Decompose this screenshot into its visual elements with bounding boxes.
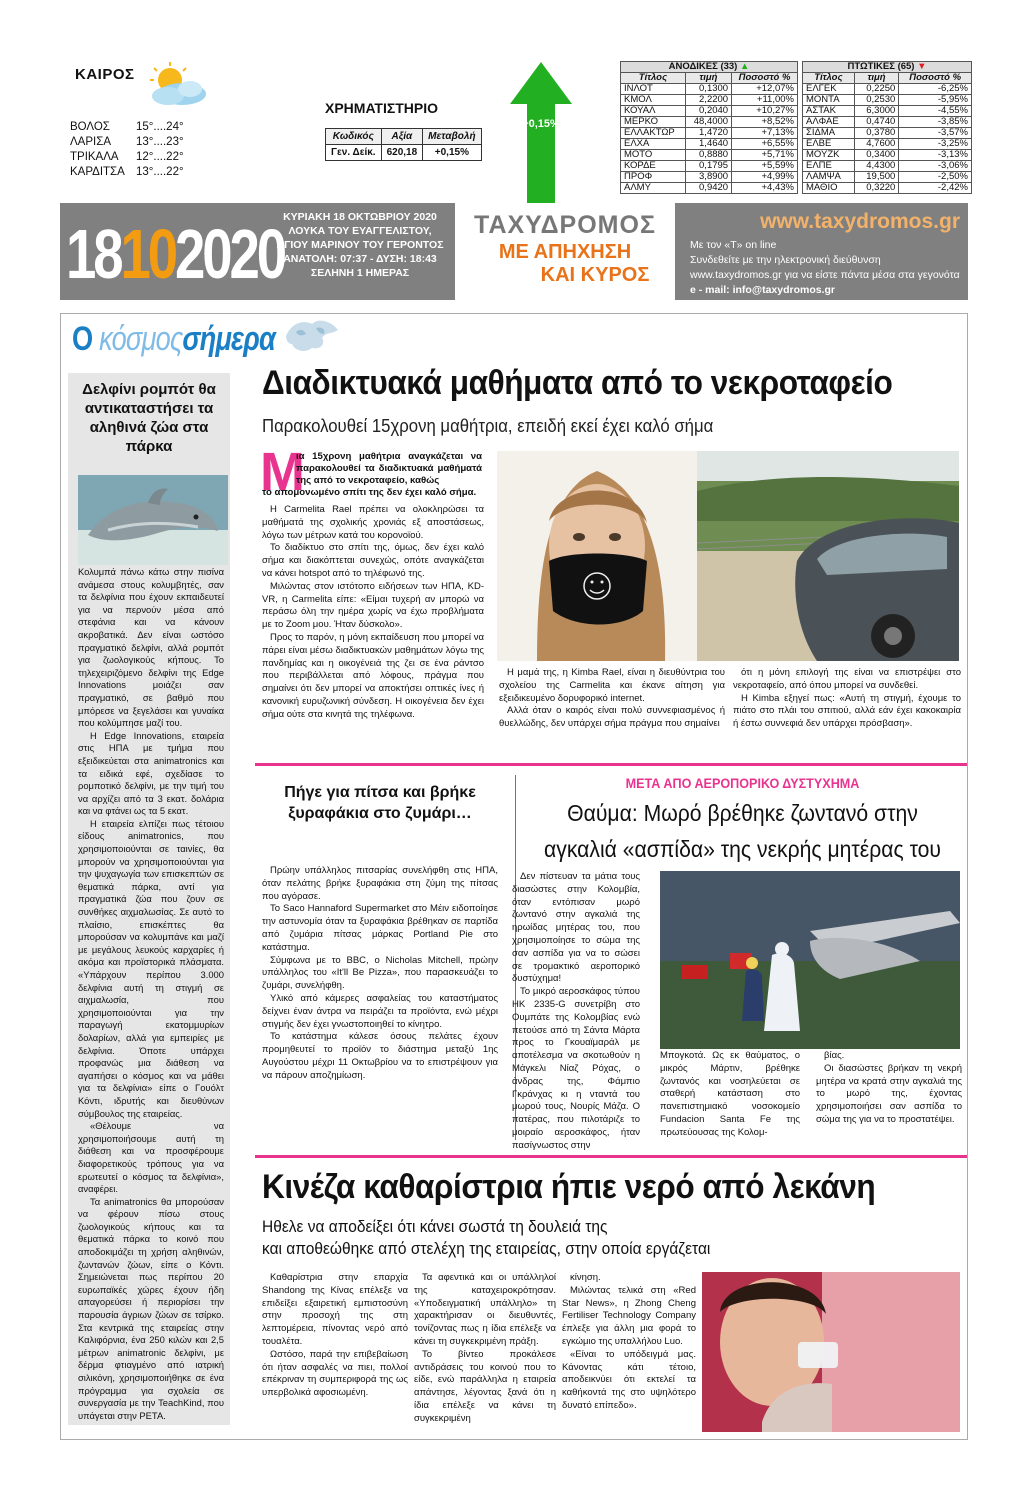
table-row bbox=[621, 95, 798, 106]
cleaner-subheadline: Ηθελε να αποδείξει ότι κάνει σωστά τη δουλειά της και αποθεώθηκε από στελέχη της εταιρείας, στην οποία εργάζεται bbox=[262, 1218, 711, 1258]
article-lead: το απομονωμένο σπίτι της δεν έχει καλό σήμα. bbox=[262, 487, 477, 498]
table-row bbox=[803, 172, 972, 183]
stock-change: +4,99% bbox=[732, 172, 798, 183]
stock-change: -3,13% bbox=[899, 150, 972, 161]
table-row bbox=[803, 150, 972, 161]
article-column: Η Carmelita Rael πρέπει να ολοκληρώσει τα μαθήματά της σχολικής χρονιάς εξ αποστάσεως, λόγω των μέτρων κατά του κορονοϊού. Το διαδίκτυο στο σπίτι της, όμως, δεν έχει καλό σήμα και διακόπτεται συνεχώς, οπότε αναγκάζεται να κάνει hotspot από το τηλέφωνό της. Μιλώντας στον ιστότοπο ειδήσεων των ΗΠΑ, KD-VR, η Carmelita είπε: «Είμαι τυχερή αν μπορώ να περάσω όλη την ημέρα χωρίς να έχω προβλήματα με το Zoom μου. Ήταν δύσκολο». Προς το παρόν, η μόνη εκπαίδευση που μπορεί να πάρει είναι μέσω διαδικτυακών μαθημάτων λόγω της πανδημίας και η οικογένειά της ζει σε ένα ράντσο που περιβάλλεται από λόφους, πράγμα που σημαίνει ότι δεν μπορεί να αποκτήσει οπτικές ίνες ή κανονική ευρυζωνική σύνδεση. Η οικογένεια δεν έχει σήμα ούτε στα κινητά της τηλέφωνα. bbox=[262, 504, 484, 720]
brand-tagline: ΜΕ ΑΠΗΧΗΣΗ bbox=[498, 241, 632, 263]
green-up-arrow-icon: ▲ bbox=[740, 61, 750, 72]
world-map-icon bbox=[282, 314, 342, 358]
stock-price: 1,4640 bbox=[685, 139, 731, 150]
weather-table bbox=[70, 120, 216, 180]
stock-change: +4,43% bbox=[732, 183, 798, 194]
section-header: Ο κόσμοςσήμερα bbox=[72, 320, 276, 358]
stock-change: +5,59% bbox=[732, 161, 798, 172]
article-column: ότι η μόνη επιλογή της είναι να επιστρέψει στο νεκροταφείο, από όπου μπορεί να συνδεθεί. Η Kimba εξηγεί πως: «Αυτή τη στιγμή, έχουμε το πιάτο στο πλάι του σπιτιού, αλλά εάν έχει κακοκαιρία ή έστω συννεφιά δεν υπάρχει πρόσβαση». bbox=[733, 667, 961, 730]
woman-drinking-photo bbox=[702, 1272, 960, 1432]
stock-symbol: ΑΛΦΑΕ bbox=[803, 117, 855, 128]
stock-change: -5,95% bbox=[899, 95, 972, 106]
stock-change: -4,55% bbox=[899, 106, 972, 117]
article-lead: ια 15χρονη μαθήτρια αναγκάζεται να παρακολουθεί τα διαδικτυακά μαθήματά της από το νεκροταφείο, καθώς bbox=[296, 451, 482, 486]
table-row bbox=[621, 139, 798, 150]
baby-headline: Θαύμα: Μωρό βρέθηκε ζωντανό στην αγκαλιά «ασπίδα» της νεκρής μητέρας του bbox=[544, 800, 941, 862]
stock-price: 0,3400 bbox=[854, 150, 899, 161]
baby-kicker: ΜΕΤΑ ΑΠΟ ΑΕΡΟΠΟΡΙΚΟ ΔΥΣΤΥΧΗΜΑ bbox=[625, 775, 860, 791]
stock-symbol: ΕΛΒΕ bbox=[803, 139, 855, 150]
stock-change: -3,25% bbox=[899, 139, 972, 150]
table-row bbox=[803, 106, 972, 117]
website-link[interactable]: www.taxydromos.gr bbox=[760, 210, 960, 233]
stock-change: +8,52% bbox=[732, 117, 798, 128]
stock-symbol: ΑΛΜΥ bbox=[621, 183, 686, 194]
article-column: Τα αφεντικά και οι υπάλληλοί της καταχειροκρότησαν. «Υποδειγματική υπάλληλο» τη χαρακτήρισαν οι διευθυντές, τονίζοντας πως η ίδια επέλεξε να κάνει τη συγκεκριμένη πράξη. Το βίντεο προκάλεσε αντιδράσεις του κοινού που το είδε, ενώ παράλληλα η εταιρεία απάντησε, λέγοντας ξανά ότι η ίδια επέλεξε να κάνει τη συγκεκριμένη bbox=[414, 1272, 556, 1424]
losers-table bbox=[802, 61, 972, 194]
dolphin-photo bbox=[78, 475, 228, 565]
stock-cell: Γεν. Δείκ. bbox=[326, 145, 382, 161]
stock-price: 0,3220 bbox=[854, 183, 899, 194]
stock-price: 0,1795 bbox=[685, 161, 731, 172]
table-header: τιμή bbox=[685, 73, 731, 84]
stock-symbol: ΚΜΟΛ bbox=[621, 95, 686, 106]
stock-price: 1,4720 bbox=[685, 128, 731, 139]
stock-price: 0,2250 bbox=[854, 84, 899, 95]
stock-change: +5,71% bbox=[732, 150, 798, 161]
drop-cap: Μ bbox=[260, 442, 305, 502]
banner-day-info: ΚΥΡΙΑΚΗ 18 ΟΚΤΩΒΡΙΟΥ 2020 ΛΟΥΚΑ ΤΟΥ ΕΥΑΓΓΕΛΙΣΤΟΥ, ΑΓΙΟΥ ΜΑΡΙΝΟΥ ΤΟΥ ΓΕΡΟΝΤΟΣ ΑΝΑΤΟΛΗ: 07:37 - ΔΥΣΗ: 18:43 ΣΕΛΗΝΗ 1 ΗΜΕΡΑΣ bbox=[276, 211, 444, 279]
stock-change: -6,25% bbox=[899, 84, 972, 95]
article-column: Καθαρίστρια στην επαρχία Shandong της Κίνας επέλεξε να επιδείξει εξαιρετική εμπιστοσύνη στην προσοχή της στη λεπτομέρεια, πίνοντας νερό από τουαλέτα. Ωστόσο, παρά την επιβεβαίωση ότι ήταν ασφαλές να πιει, πολλοί επέκριναν τη συμπεριφορά της ως υπερβολικά αφοσιωμένη. bbox=[262, 1272, 408, 1399]
sidebar-body: Κολυμπά πάνω κάτω στην πισίνα ανάμεσα στους κολυμβητές, σαν τα δελφίνια που έχουν εκπαιδευτεί για να περνούν μέσα από στεφάνια και να κάνουν ακροβατικά. Δεν είναι ωστόσο πραγματικό δελφίνι, αλλά ρομπότ για ζωολογικούς κήπους. Το τηλεχειριζόμενο δελφίνι της Edge Innovations μοιάζει σαν πραγματικό, σε βαθμό που μπόρεσε να ξεγελάσει και γυναίκα που κολύμπησε μαζί του. Η Edge Innovations, εταιρεία στις ΗΠΑ με τμήμα που εξειδικεύεται στα animatronics και τα ειδικά εφέ, σχεδίασε το ρομποτικό δελφίνι, με την τιμή του να αρχίζει από τα 3 εκατ. δολάρια και να φτάνει ως τα 5 εκατ. Η εταιρεία ελπίζει πως τέτοιου είδους animatronics, που χρησιμοποιούνται σε ταινίες, θα μπορούν να χρησιμοποιούνται για την ψυχαγωγία των επισκεπτών σε θεματικά πάρκα, αντί για πραγματικά ζώα που ζουν σε συνθήκες αιχμαλωσίας. Σε αυτό το πλαίσιο, επισκέπτες θα μπορούσαν να κολυμπάνε και μαζί με μεγάλους λευκούς καρχαρίες ή ακόμα και προϊστορικά πλάσματα. «Υπάρχουν περίπου 3.000 δελφίνια αυτή τη στιγμή σε αιχμαλωσία, που χρησιμοποιούνται για την παραγωγή εκατομμυρίων δολαρίων, αλλά για εμπειρίες με δελφίνια. Όποτε υπάρχει προφανώς μια διάθεση να αγαπήσει ο κόσμος και να μάθει για τα δελφίνια» είπε ο Γουόλτ Κόντι, ιδρυτής και διευθύνων σύμβουλος της εταιρείας. «Θέλουμε να χρησιμοποιήσουμε αυτή τη διάθεση και να προσφέρουμε διαφορετικούς τρόπους για να ερωτευτεί ο κόσμος τα δελφίνια», αναφέρει. Τα animatronics θα μπορούσαν να φέρουν πίσω στους ζωολογικούς κήπους και τα θεματικά πάρκα το κοινό που αποδοκιμάζει τη χρήση αληθινών, ζωντανών ζώων, είπε ο Κόντι. Σημειώνεται πως περίπου 20 ευρωπαϊκές χώρες έχουν ήδη απαγορεύσει ή περιορίσει την παρουσία άγριων ζώων σε τσίρκο. Στα κεντρικά της εταιρείας στην Καλιφόρνια, ένα 250 κιλών και 2,5 μέτρων animatronic δελφίνι, με δέρμα φτιαγμένο από ιατρική σιλικόνη, χρησιμοποιήθηκε σε ένα πρόγραμμα για σχολεία σε συνεργασία με την TeachKind, που υπάγεται στην PETA. bbox=[78, 566, 224, 1421]
table-header: τιμή bbox=[854, 73, 899, 84]
weather-city: ΛΑΡΙΣΑ bbox=[70, 136, 111, 148]
web-info: www.taxydromos.gr Με τον «Τ» on line Συνδεθείτε με την ηλεκτρονική διεύθυνση www.taxydromos.gr για να είστε πάντα μέσα στα γεγονότα e - mail: info@taxydromos.gr bbox=[690, 210, 960, 296]
stock-symbol: ΕΛΧΑ bbox=[621, 139, 686, 150]
stock-cell: +0,15% bbox=[423, 145, 481, 161]
stock-price: 4,7600 bbox=[854, 139, 899, 150]
stock-price: 4,4300 bbox=[854, 161, 899, 172]
article-subheadline: Παρακολουθεί 15χρονη μαθήτρια, επειδή εκεί έχει καλό σήμα bbox=[262, 416, 714, 436]
table-row bbox=[803, 139, 972, 150]
stock-price: 0,2040 bbox=[685, 106, 731, 117]
stock-change: -2,50% bbox=[899, 172, 972, 183]
stock-price: 6,3000 bbox=[854, 106, 899, 117]
stock-price: 48,4000 bbox=[685, 117, 731, 128]
stock-change: -3,06% bbox=[899, 161, 972, 172]
sidebar-title: Δελφίνι ρομπότ θα αντικαταστήσει τα αληθινά ζώα στα πάρκα bbox=[82, 381, 216, 455]
pizza-body: Πρώην υπάλληλος πιτσαρίας συνελήφθη στις ΗΠΑ, όταν πελάτης βρήκε ξυραφάκια στη ζύμη της πίτσας που αγόρασε. Το Saco Hannaford Supermarket στο Μέιν ειδοποίησε την αστυνομία όταν τα ξυραφάκια βρέθηκαν σε παρτίδα από ζυμάρια πίτσας μάρκας Portland Pie στο κατάστημα. Σύμφωνα με το BBC, ο Nicholas Mitchell, πρώην υπάλληλος του «It'll Be Pizza», που παρασκευάζει το ζυμάρι, συνελήφθη. Υλικό από κάμερες ασφαλείας του καταστήματος δείχνει έναν άντρα να πειράζει τα προϊόντα, ενώ μέχρι στιγμής δεν έχει γνωστοποιηθεί το κίνητρο. Το κατάστημα κάλεσε όσους πελάτες έχουν προμηθευτεί το προϊόν το διάστημα μεταξύ 1ης Αυγούστου μέχρι 11 Οκτωβρίου να το επιστρέψουν για να πάρουν αποζημίωση. bbox=[262, 865, 498, 1081]
weather-temp: 12°....22° bbox=[136, 151, 184, 163]
stock-header: Κωδικός bbox=[326, 129, 382, 145]
table-header: Ποσοστό % bbox=[732, 73, 798, 84]
stock-symbol: ΜΕΡΚΟ bbox=[621, 117, 686, 128]
stock-symbol: ΚΟΥΑΛ bbox=[621, 106, 686, 117]
stock-symbol: ΜΟΥΖΚ bbox=[803, 150, 855, 161]
table-row bbox=[621, 128, 798, 139]
table-row bbox=[621, 117, 798, 128]
stock-price: 2,2200 bbox=[685, 95, 731, 106]
stock-symbol: ΜΟΤΟ bbox=[621, 150, 686, 161]
stock-change: +7,13% bbox=[732, 128, 798, 139]
article-column: κίνηση. Μιλώντας τελικά στη «Red Star News», η Zhong Cheng Fertiliser Technology Company έπλεξε για άλλη μια φορά το εγκώμιο της υπαλλήλου Luo. «Είναι το υπόδειγμά μας. Κάνοντας κάτι τέτοιο, αποδεικνύει ότι εκτελεί τα καθήκοντά της στο υψηλότερο δυνατό επίπεδο». bbox=[562, 1272, 696, 1411]
section-divider bbox=[255, 1155, 967, 1158]
stock-index-table bbox=[325, 128, 482, 161]
stock-symbol: ΑΣΤΑΚ bbox=[803, 106, 855, 117]
table-header: Τίτλος bbox=[621, 73, 686, 84]
brand-name: ΤΑΧΥΔΡΟΜΟΣ bbox=[474, 211, 656, 239]
table-row bbox=[621, 172, 798, 183]
article-column: Μπογκοτά. Ως εκ θαύματος, ο μικρός Μάρτιν, βρέθηκε ζωντανός και νοσηλεύεται σε σταθερή κατάσταση στο πανεπιστημιακό νοσοκομείο Fundacion Santa Fe της πρωτεύουσας της Κολομ- bbox=[660, 1050, 800, 1138]
section-divider bbox=[255, 763, 967, 766]
table-header: Ποσοστό % bbox=[899, 73, 972, 84]
stock-price: 0,8880 bbox=[685, 150, 731, 161]
weather-title: ΚΑΙΡΟΣ bbox=[75, 66, 135, 83]
stock-symbol: ΙΝΛΟΤ bbox=[621, 84, 686, 95]
stock-change: +10,27% bbox=[732, 106, 798, 117]
table-row bbox=[803, 183, 972, 194]
article-column: Η μαμά της, η Kimba Rael, είναι η διευθύντρια του σχολείου της Carmelita και έκανε αίτηση για εξειδικευμένο δορυφορικό internet. Αλλά όταν ο καιρός είναι πολύ συννεφιασμένος ή θυελλώδης, δεν υπάρχει σήμα πράγμα που σημαίνει bbox=[499, 667, 725, 730]
stock-price: 0,4740 bbox=[854, 117, 899, 128]
weather-city: ΚΑΡΔΙΤΣΑ bbox=[70, 166, 125, 178]
stock-symbol: ΕΛΛΑΚΤΩΡ bbox=[621, 128, 686, 139]
table-row bbox=[803, 161, 972, 172]
stock-change: -2,42% bbox=[899, 183, 972, 194]
stock-header: Αξία bbox=[381, 129, 423, 145]
stock-symbol: ΕΛΠΕ bbox=[803, 161, 855, 172]
table-row bbox=[621, 161, 798, 172]
table-row bbox=[803, 95, 972, 106]
stock-symbol: ΛΑΜΨΑ bbox=[803, 172, 855, 183]
up-arrow-icon bbox=[510, 62, 572, 207]
stock-change: +6,55% bbox=[732, 139, 798, 150]
cleaner-headline: Κινέζα καθαρίστρια ήπιε νερό από λεκάνη bbox=[262, 1168, 876, 1206]
sun-cloud-icon bbox=[140, 62, 210, 108]
article-column: βίας. Οι διασώστες βρήκαν τη νεκρή μητέρα να κρατά στην αγκαλιά της το μωρό της, έχοντας χρησιμοποιήσει σαν ασπίδα το σώμα της για να το προστατέψει. bbox=[816, 1050, 962, 1125]
stock-symbol: ΣΙΔΜΑ bbox=[803, 128, 855, 139]
stock-price: 0,1300 bbox=[685, 84, 731, 95]
stock-price: 0,9420 bbox=[685, 183, 731, 194]
stock-price: 3,8900 bbox=[685, 172, 731, 183]
losers-caption: ΠΤΩΤΙΚΕΣ (65) ▼ bbox=[803, 62, 972, 73]
weather-temp: 15°....24° bbox=[136, 121, 184, 133]
article-column: Δεν πίστευαν τα μάτια τους διασώστες στην Κολομβία, όταν εντόπισαν μωρό ζωντανό στην αγκαλιά της ηρωίδας μητέρας του, που χρησιμοποίησε το σώμα της σαν ασπίδα για να το σώσει σε τρομακτικό αεροπορικό δυστύχημα! Το μικρό αεροσκάφος τύπου HK 2335-G συνετρίβη στο Ουμπάτε της Κολομβίας ενώ πετούσε από τη Σάντα Μάρτα προς το Γκουαϊμαράλ με αποτέλεσμα να σκοτωθούν η Μάγκελι Νίαζ Ρόχας, ο άνδρας της, Φάμπιο Γκράνχας κι η νταντά του μωρού τους, Νουρίς Μάζα. Ο πατέρας, που πιλοτάριζε το μοιραίο αεροσκάφος, ήταν πασίγνωστος στην bbox=[512, 871, 640, 1151]
index-change-label: +0,15% bbox=[522, 118, 560, 130]
table-row bbox=[803, 84, 972, 95]
stock-header: Μεταβολή bbox=[423, 129, 481, 145]
weather-temp: 13°....22° bbox=[136, 166, 184, 178]
table-header: Τίτλος bbox=[803, 73, 855, 84]
stock-change: -3,57% bbox=[899, 128, 972, 139]
stock-symbol: ΜΟΝΤΑ bbox=[803, 95, 855, 106]
pizza-headline: Πήγε για πίτσα και βρήκε ξυραφάκια στο ζυμάρι… bbox=[284, 784, 476, 822]
stock-symbol: ΜΑΘΙΟ bbox=[803, 183, 855, 194]
stock-change: +11,00% bbox=[732, 95, 798, 106]
newspaper-brand bbox=[455, 203, 675, 300]
weather-city: ΤΡΙΚΑΛΑ bbox=[70, 151, 119, 163]
stock-symbol: ΠΡΟΦ bbox=[621, 172, 686, 183]
stock-price: 0,2530 bbox=[854, 95, 899, 106]
weather-city: ΒΟΛΟΣ bbox=[70, 121, 110, 133]
banner-date: 18102020 bbox=[66, 215, 284, 293]
car-in-cemetery-photo bbox=[697, 451, 959, 661]
table-row bbox=[621, 183, 798, 194]
gainers-table bbox=[620, 61, 798, 194]
weather-temp: 13°....23° bbox=[136, 136, 184, 148]
stock-cell: 620,18 bbox=[381, 145, 423, 161]
stock-symbol: ΚΟΡΔΕ bbox=[621, 161, 686, 172]
stock-price: 19,500 bbox=[854, 172, 899, 183]
table-row bbox=[803, 128, 972, 139]
email-link[interactable]: e - mail: info@taxydromos.gr bbox=[690, 284, 836, 296]
stock-symbol: ΕΛΓΕΚ bbox=[803, 84, 855, 95]
table-row bbox=[621, 84, 798, 95]
table-row bbox=[621, 106, 798, 117]
table-row bbox=[621, 150, 798, 161]
brand-tagline: ΚΑΙ ΚΥΡΟΣ bbox=[540, 264, 650, 286]
stock-price: 0,3780 bbox=[854, 128, 899, 139]
stock-change: -3,85% bbox=[899, 117, 972, 128]
stock-change: +12,07% bbox=[732, 84, 798, 95]
red-down-arrow-icon: ▼ bbox=[917, 61, 927, 72]
plane-crash-photo bbox=[660, 871, 960, 1049]
table-row bbox=[803, 117, 972, 128]
stock-title: ΧΡΗΜΑΤΙΣΤΗΡΙΟ bbox=[325, 100, 439, 116]
article-headline: Διαδικτυακά μαθήματα από το νεκροταφείο bbox=[262, 364, 893, 402]
student-with-mask-photo bbox=[497, 451, 697, 661]
gainers-caption: ΑΝΟΔΙΚΕΣ (33) ▲ bbox=[621, 62, 798, 73]
